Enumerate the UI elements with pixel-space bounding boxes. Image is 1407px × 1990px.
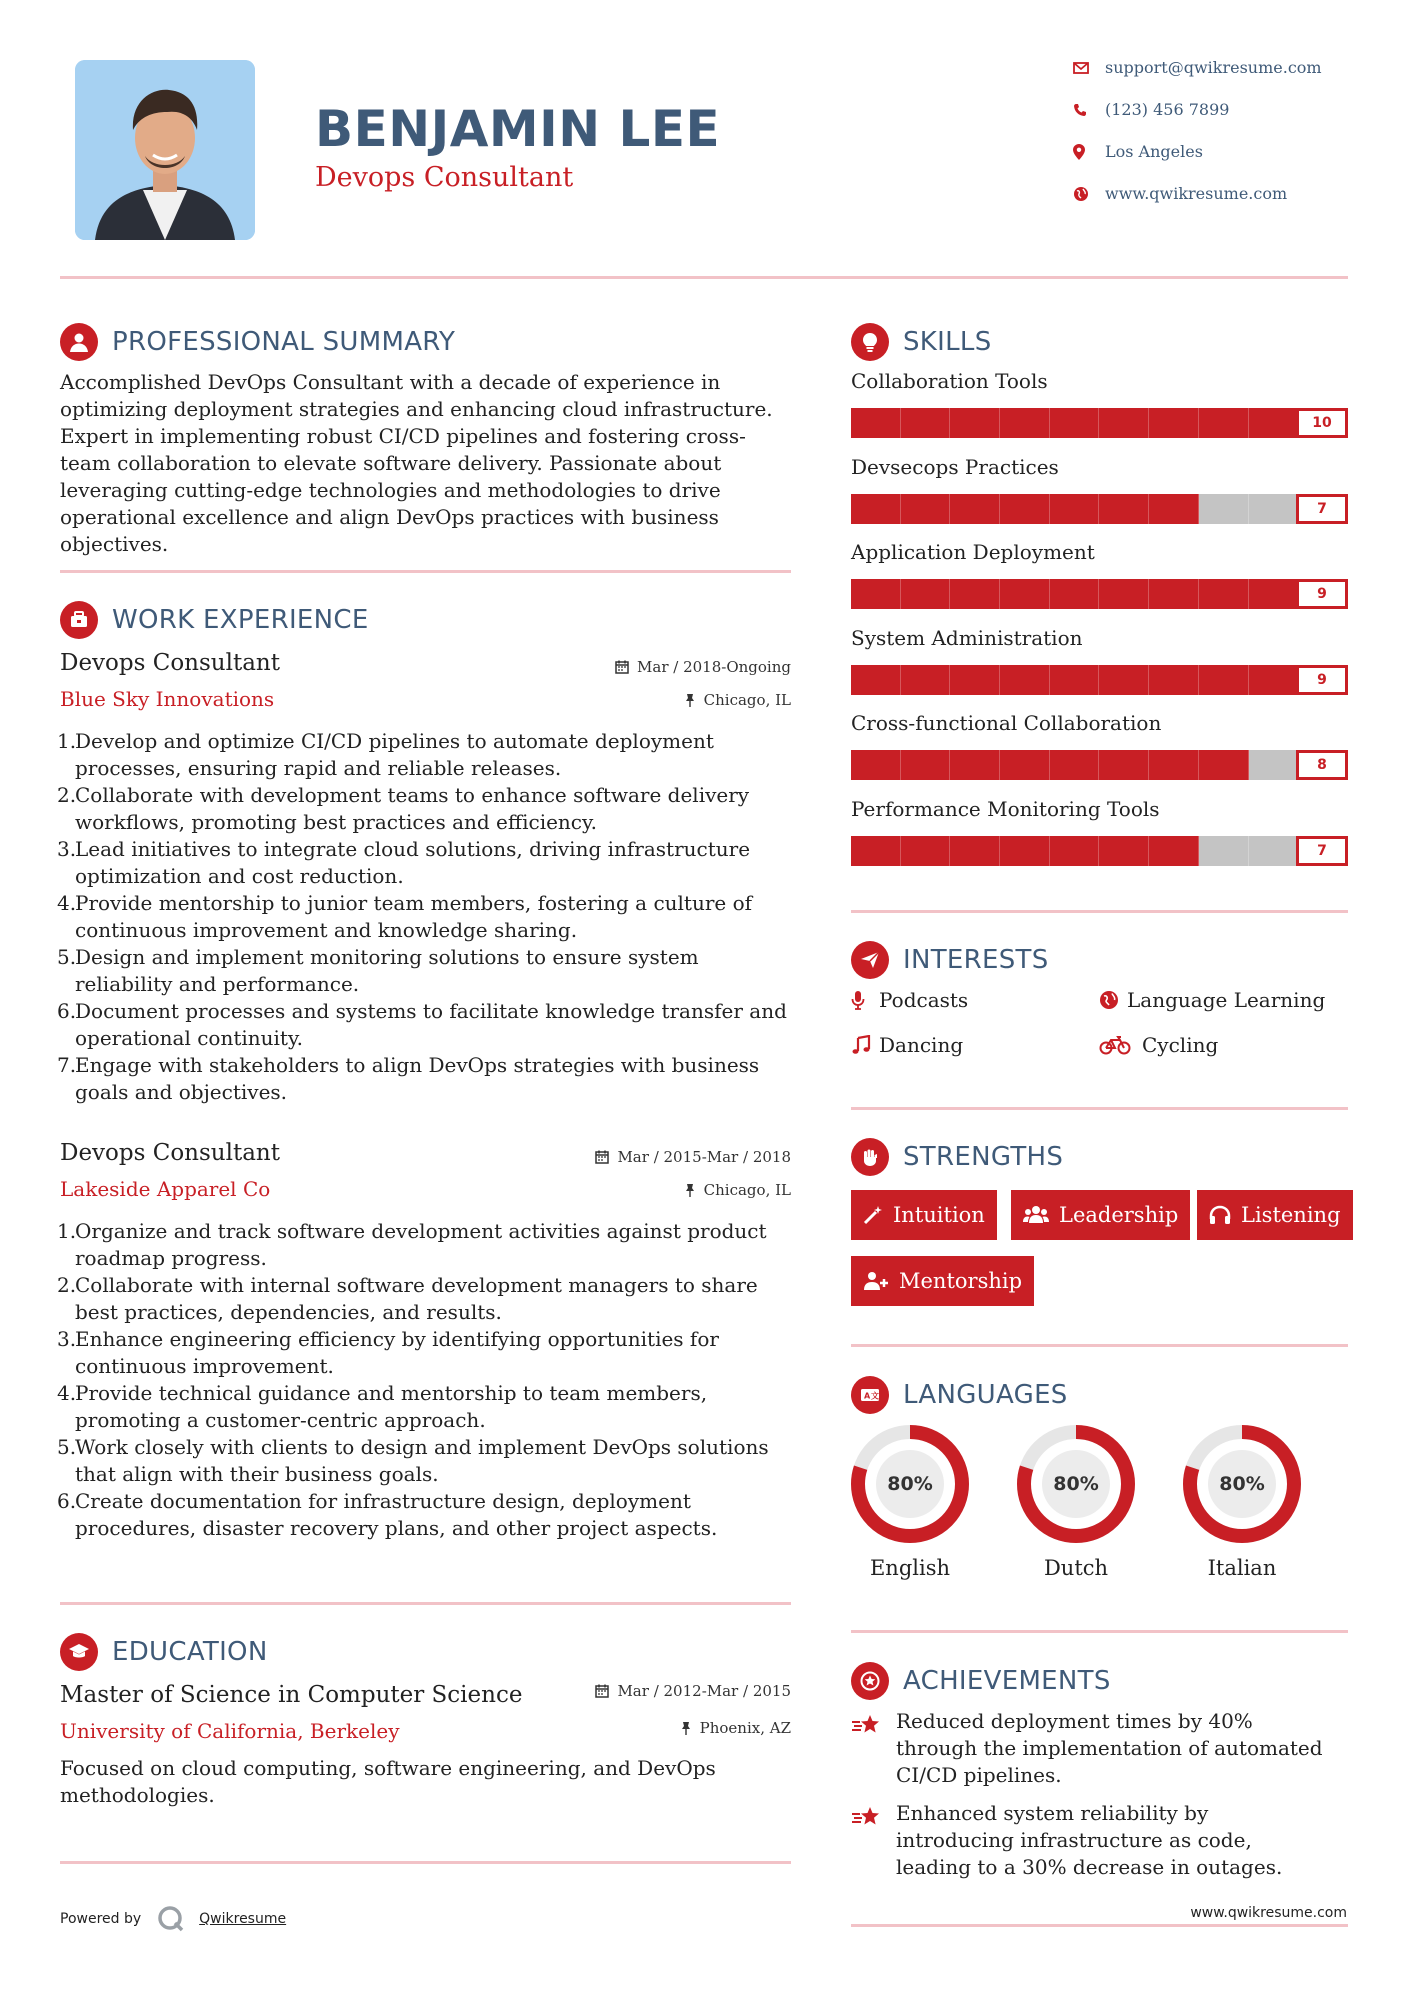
skill-bar-segment	[1000, 836, 1050, 866]
candidate-name: BENJAMIN LEE	[315, 100, 721, 158]
list-item: 7. Engage with stakeholders to align DevOps strategies with business goals and objectives.	[57, 1053, 760, 1104]
globe-icon	[1099, 990, 1127, 1010]
job-1-date: Mar / 2018-Ongoing	[491, 658, 791, 676]
experience-heading: WORK EXPERIENCE	[60, 601, 369, 639]
shooting-star-icon	[851, 1708, 896, 1789]
job-1-location: Chicago, IL	[491, 691, 791, 709]
shooting-star-icon	[851, 1800, 896, 1881]
map-pin-icon	[1073, 144, 1105, 160]
users-icon	[1023, 1205, 1049, 1225]
skill-bar-segment	[851, 750, 901, 780]
skill-bar-segment	[1050, 408, 1100, 438]
skill-bar-segment	[1050, 750, 1100, 780]
contact-location	[1073, 142, 1203, 161]
interest-podcasts: Podcasts	[851, 988, 968, 1012]
interest-language-learning: Language Learning	[1099, 988, 1325, 1012]
skill-bar-segment	[1149, 665, 1199, 695]
pushpin-icon	[680, 1721, 692, 1735]
fist-icon	[851, 1138, 889, 1176]
list-item: 3. Lead initiatives to integrate cloud solutions, driving infrastructure optimization and cost reduction.	[57, 837, 751, 888]
pushpin-icon	[684, 1183, 696, 1197]
strength-intuition: Intuition	[851, 1190, 997, 1240]
skill-bar-segment	[1249, 494, 1299, 524]
email-text: support@qwikresume.com	[1105, 58, 1322, 77]
skills-heading: SKILLS	[851, 323, 992, 361]
footer-powered-by: Powered by Qwikresume	[60, 1905, 286, 1933]
skill-bar-segment	[1000, 665, 1050, 695]
calendar-icon	[595, 1684, 609, 1698]
languages-divider	[851, 1630, 1348, 1633]
skill-bar-segment	[901, 408, 951, 438]
website-text: www.qwikresume.com	[1105, 184, 1288, 203]
skill-bar-segment	[1249, 750, 1299, 780]
music-note-icon	[851, 1035, 879, 1055]
interests-heading: INTERESTS	[851, 941, 1049, 979]
envelope-icon	[1073, 62, 1105, 74]
languages-heading: A 文 LANGUAGES	[851, 1376, 1068, 1414]
interest-dancing: Dancing	[851, 1033, 963, 1057]
svg-text:文: 文	[871, 1391, 879, 1401]
list-item: 4. Provide mentorship to junior team members, fostering a culture of continuous improvement and knowledge sharing.	[57, 891, 753, 942]
skill-bar-segment	[1249, 408, 1299, 438]
list-item: 4. Provide technical guidance and mentorship to team members, promoting a customer-centric approach.	[57, 1381, 708, 1432]
list-item: 5. Work closely with clients to design and implement DevOps solutions that align with their business goals.	[57, 1435, 769, 1486]
skill-bar-segment	[1099, 665, 1149, 695]
pushpin-icon	[684, 693, 696, 707]
skill-bar-segment	[851, 494, 901, 524]
skill-bar	[851, 579, 1348, 609]
graduation-cap-icon	[60, 1633, 98, 1671]
skill-bar-segment	[1249, 579, 1299, 609]
calendar-icon	[595, 1150, 609, 1164]
skill-level-badge: 8	[1296, 750, 1348, 780]
language-name: Italian	[1207, 1556, 1277, 1580]
lightbulb-icon	[851, 323, 889, 361]
skill-bar-segment	[1050, 665, 1100, 695]
skill-level-badge: 9	[1296, 579, 1348, 609]
language-name: English	[869, 1556, 951, 1580]
contact-email[interactable]	[1073, 58, 1322, 77]
skill-level-badge: 7	[1296, 494, 1348, 524]
skill-bar-segment	[1249, 665, 1299, 695]
skill-bar-segment	[1149, 579, 1199, 609]
strengths-divider	[851, 1344, 1348, 1347]
qwikresume-link[interactable]: Qwikresume	[199, 1911, 287, 1927]
skill-label: Cross-functional Collaboration	[851, 711, 1162, 735]
skill-bar-segment	[1149, 494, 1199, 524]
summary-divider	[60, 570, 791, 573]
interest-cycling: Cycling	[1099, 1033, 1218, 1057]
skill-bar-segment	[950, 494, 1000, 524]
skill-bar	[851, 836, 1348, 866]
job-1-title: Devops Consultant	[60, 650, 280, 676]
skill-label: Application Deployment	[851, 540, 1095, 564]
bicycle-icon	[1099, 1035, 1142, 1055]
calendar-icon	[615, 660, 629, 674]
education-location: Phoenix, AZ	[491, 1719, 791, 1737]
skill-label: Performance Monitoring Tools	[851, 796, 1160, 821]
skill-bar-segment	[901, 579, 951, 609]
skill-bar-segment	[1050, 579, 1100, 609]
skill-label: System Administration	[851, 625, 1083, 650]
list-item: 1. Organize and track software development activities against product roadmap progress.	[57, 1219, 767, 1270]
skill-bar-segment	[901, 494, 951, 524]
language-progress-ring	[1015, 1423, 1137, 1545]
skill-label: Collaboration Tools	[851, 369, 1048, 393]
skill-bar-segment	[1149, 836, 1199, 866]
skill-bar-segment	[1000, 494, 1050, 524]
list-item: 5. Design and implement monitoring solutions to ensure system reliability and performance.	[57, 945, 699, 996]
candidate-title: Devops Consultant	[315, 162, 574, 193]
skill-bar-segment	[851, 579, 901, 609]
skills-divider	[851, 910, 1348, 913]
language-name: Dutch	[1043, 1556, 1109, 1580]
achievements-divider	[851, 1924, 1348, 1927]
education-description: Focused on cloud computing, software engineering, and DevOps methodologies.	[60, 1756, 716, 1807]
education-date: Mar / 2012-Mar / 2015	[491, 1682, 791, 1700]
skill-bar-segment	[851, 665, 901, 695]
education-degree: Master of Science in Computer Science	[60, 1682, 523, 1708]
briefcase-icon	[60, 601, 98, 639]
award-icon	[851, 1662, 889, 1700]
skill-bar-segment	[901, 665, 951, 695]
location-text: Los Angeles	[1105, 142, 1203, 161]
globe-icon	[1073, 186, 1105, 202]
skill-bar	[851, 494, 1348, 524]
skill-bar-segment	[901, 750, 951, 780]
phone-text: (123) 456 7899	[1105, 100, 1230, 119]
user-plus-icon	[863, 1271, 889, 1291]
skill-level-badge: 10	[1296, 408, 1348, 438]
skill-bar-segment	[1000, 408, 1050, 438]
language-progress-ring	[849, 1423, 971, 1545]
skill-bar-segment	[1099, 408, 1149, 438]
header-divider	[60, 276, 1348, 279]
phone-icon	[1073, 103, 1105, 117]
skill-bar-segment	[1050, 494, 1100, 524]
skill-bar-segment	[1199, 494, 1249, 524]
list-item: 6. Create documentation for infrastructure design, deployment procedures, disaster recovery plans, and other project aspects.	[57, 1489, 718, 1540]
experience-divider	[60, 1602, 791, 1605]
skill-level-badge: 7	[1296, 836, 1348, 866]
achievement-item-2: Enhanced system reliability by introducing infrastructure as code, leading to a 30% decrease in outages.	[851, 1800, 1331, 1881]
skill-level-badge: 9	[1296, 665, 1348, 695]
job-1-company: Blue Sky Innovations	[60, 687, 275, 711]
strength-listening: Listening	[1197, 1190, 1353, 1240]
skill-bar-segment	[1199, 408, 1249, 438]
qwikresume-logo-icon	[157, 1905, 185, 1933]
education-heading: EDUCATION	[60, 1633, 268, 1671]
skill-bar	[851, 665, 1348, 695]
job-2-date: Mar / 2015-Mar / 2018	[491, 1148, 791, 1166]
ring-percent-label: 80%	[1053, 1473, 1099, 1495]
education-school: University of California, Berkeley	[60, 1719, 400, 1743]
skill-bar-segment	[950, 665, 1000, 695]
paper-plane-icon	[851, 941, 889, 979]
skill-bar-segment	[950, 579, 1000, 609]
summary-text: Accomplished DevOps Consultant with a decade of experience in optimizing deployment strategies and enhancing cloud infrastructure. Expert in implementing robust CI/CD pipelines and fostering cross-team collaboration to elevate software delivery. Passionate about leveraging cutting-edge technologies and methodologies to drive operational excellence and align DevOps practices with business objectives.	[60, 370, 773, 556]
contact-phone[interactable]	[1073, 100, 1229, 119]
skill-bar-segment	[1199, 579, 1249, 609]
skill-bar-segment	[1000, 579, 1050, 609]
skill-bar-segment	[1050, 836, 1100, 866]
skill-bar-segment	[1149, 750, 1199, 780]
footer-website[interactable]: www.qwikresume.com	[1190, 1905, 1347, 1921]
job-2-duties	[57, 1218, 802, 1542]
skill-label: Devsecops Practices	[851, 454, 1059, 479]
skill-bar-segment	[950, 836, 1000, 866]
job-1-duties	[57, 728, 792, 1106]
skill-bar-segment	[1099, 579, 1149, 609]
skill-bar-segment	[1249, 836, 1299, 866]
job-2-title: Devops Consultant	[60, 1140, 280, 1166]
language-progress-ring	[1181, 1423, 1303, 1545]
interests-divider	[851, 1107, 1348, 1110]
list-item: 6. Document processes and systems to facilitate knowledge transfer and operational continuity.	[57, 999, 787, 1050]
skill-bar-segment	[1199, 665, 1249, 695]
user-circle-icon	[60, 323, 98, 361]
strength-mentorship: Mentorship	[851, 1256, 1034, 1306]
skill-bar-segment	[901, 836, 951, 866]
skill-bar-segment	[950, 408, 1000, 438]
skill-bar-segment	[1099, 494, 1149, 524]
skill-bar-segment	[950, 750, 1000, 780]
strength-leadership: Leadership	[1011, 1190, 1190, 1240]
strengths-heading: STRENGTHS	[851, 1138, 1063, 1176]
list-item: 2. Collaborate with internal software development managers to share best practices, dependencies, and results.	[57, 1273, 758, 1324]
education-divider	[60, 1861, 791, 1864]
language-icon	[851, 1376, 889, 1414]
svg-text:A: A	[864, 1391, 871, 1401]
skill-bar-segment	[851, 836, 901, 866]
ring-percent-label: 80%	[887, 1473, 933, 1495]
summary-heading: PROFESSIONAL SUMMARY	[60, 323, 455, 361]
skill-bar-segment	[1199, 836, 1249, 866]
skill-bar-segment	[1149, 408, 1199, 438]
achievements-heading: ACHIEVEMENTS	[851, 1662, 1111, 1700]
list-item: 3. Enhance engineering efficiency by identifying opportunities for continuous improvement.	[57, 1327, 719, 1378]
job-2-company: Lakeside Apparel Co	[60, 1177, 271, 1201]
headphones-icon	[1209, 1205, 1231, 1225]
contact-website[interactable]	[1073, 184, 1287, 203]
ring-percent-label: 80%	[1219, 1473, 1265, 1495]
list-item: 1. Develop and optimize CI/CD pipelines to automate deployment processes, ensuring rapid and reliable releases.	[57, 729, 714, 780]
profile-photo	[75, 60, 255, 240]
skill-bar-segment	[1199, 750, 1249, 780]
list-item: 2. Collaborate with development teams to enhance software delivery workflows, promoting best practices and efficiency.	[57, 783, 750, 834]
skill-bar	[851, 750, 1348, 780]
skill-bar-segment	[1099, 836, 1149, 866]
achievement-item-1: Reduced deployment times by 40% through the implementation of automated CI/CD pipelines.	[851, 1708, 1331, 1789]
skill-bar-segment	[851, 408, 901, 438]
skill-bar	[851, 408, 1348, 438]
person-portrait-icon	[75, 60, 255, 240]
job-2-location: Chicago, IL	[491, 1181, 791, 1199]
skill-bar-segment	[1099, 750, 1149, 780]
microphone-icon	[851, 990, 879, 1010]
skill-bar-segment	[1000, 750, 1050, 780]
magic-wand-icon	[863, 1205, 883, 1225]
